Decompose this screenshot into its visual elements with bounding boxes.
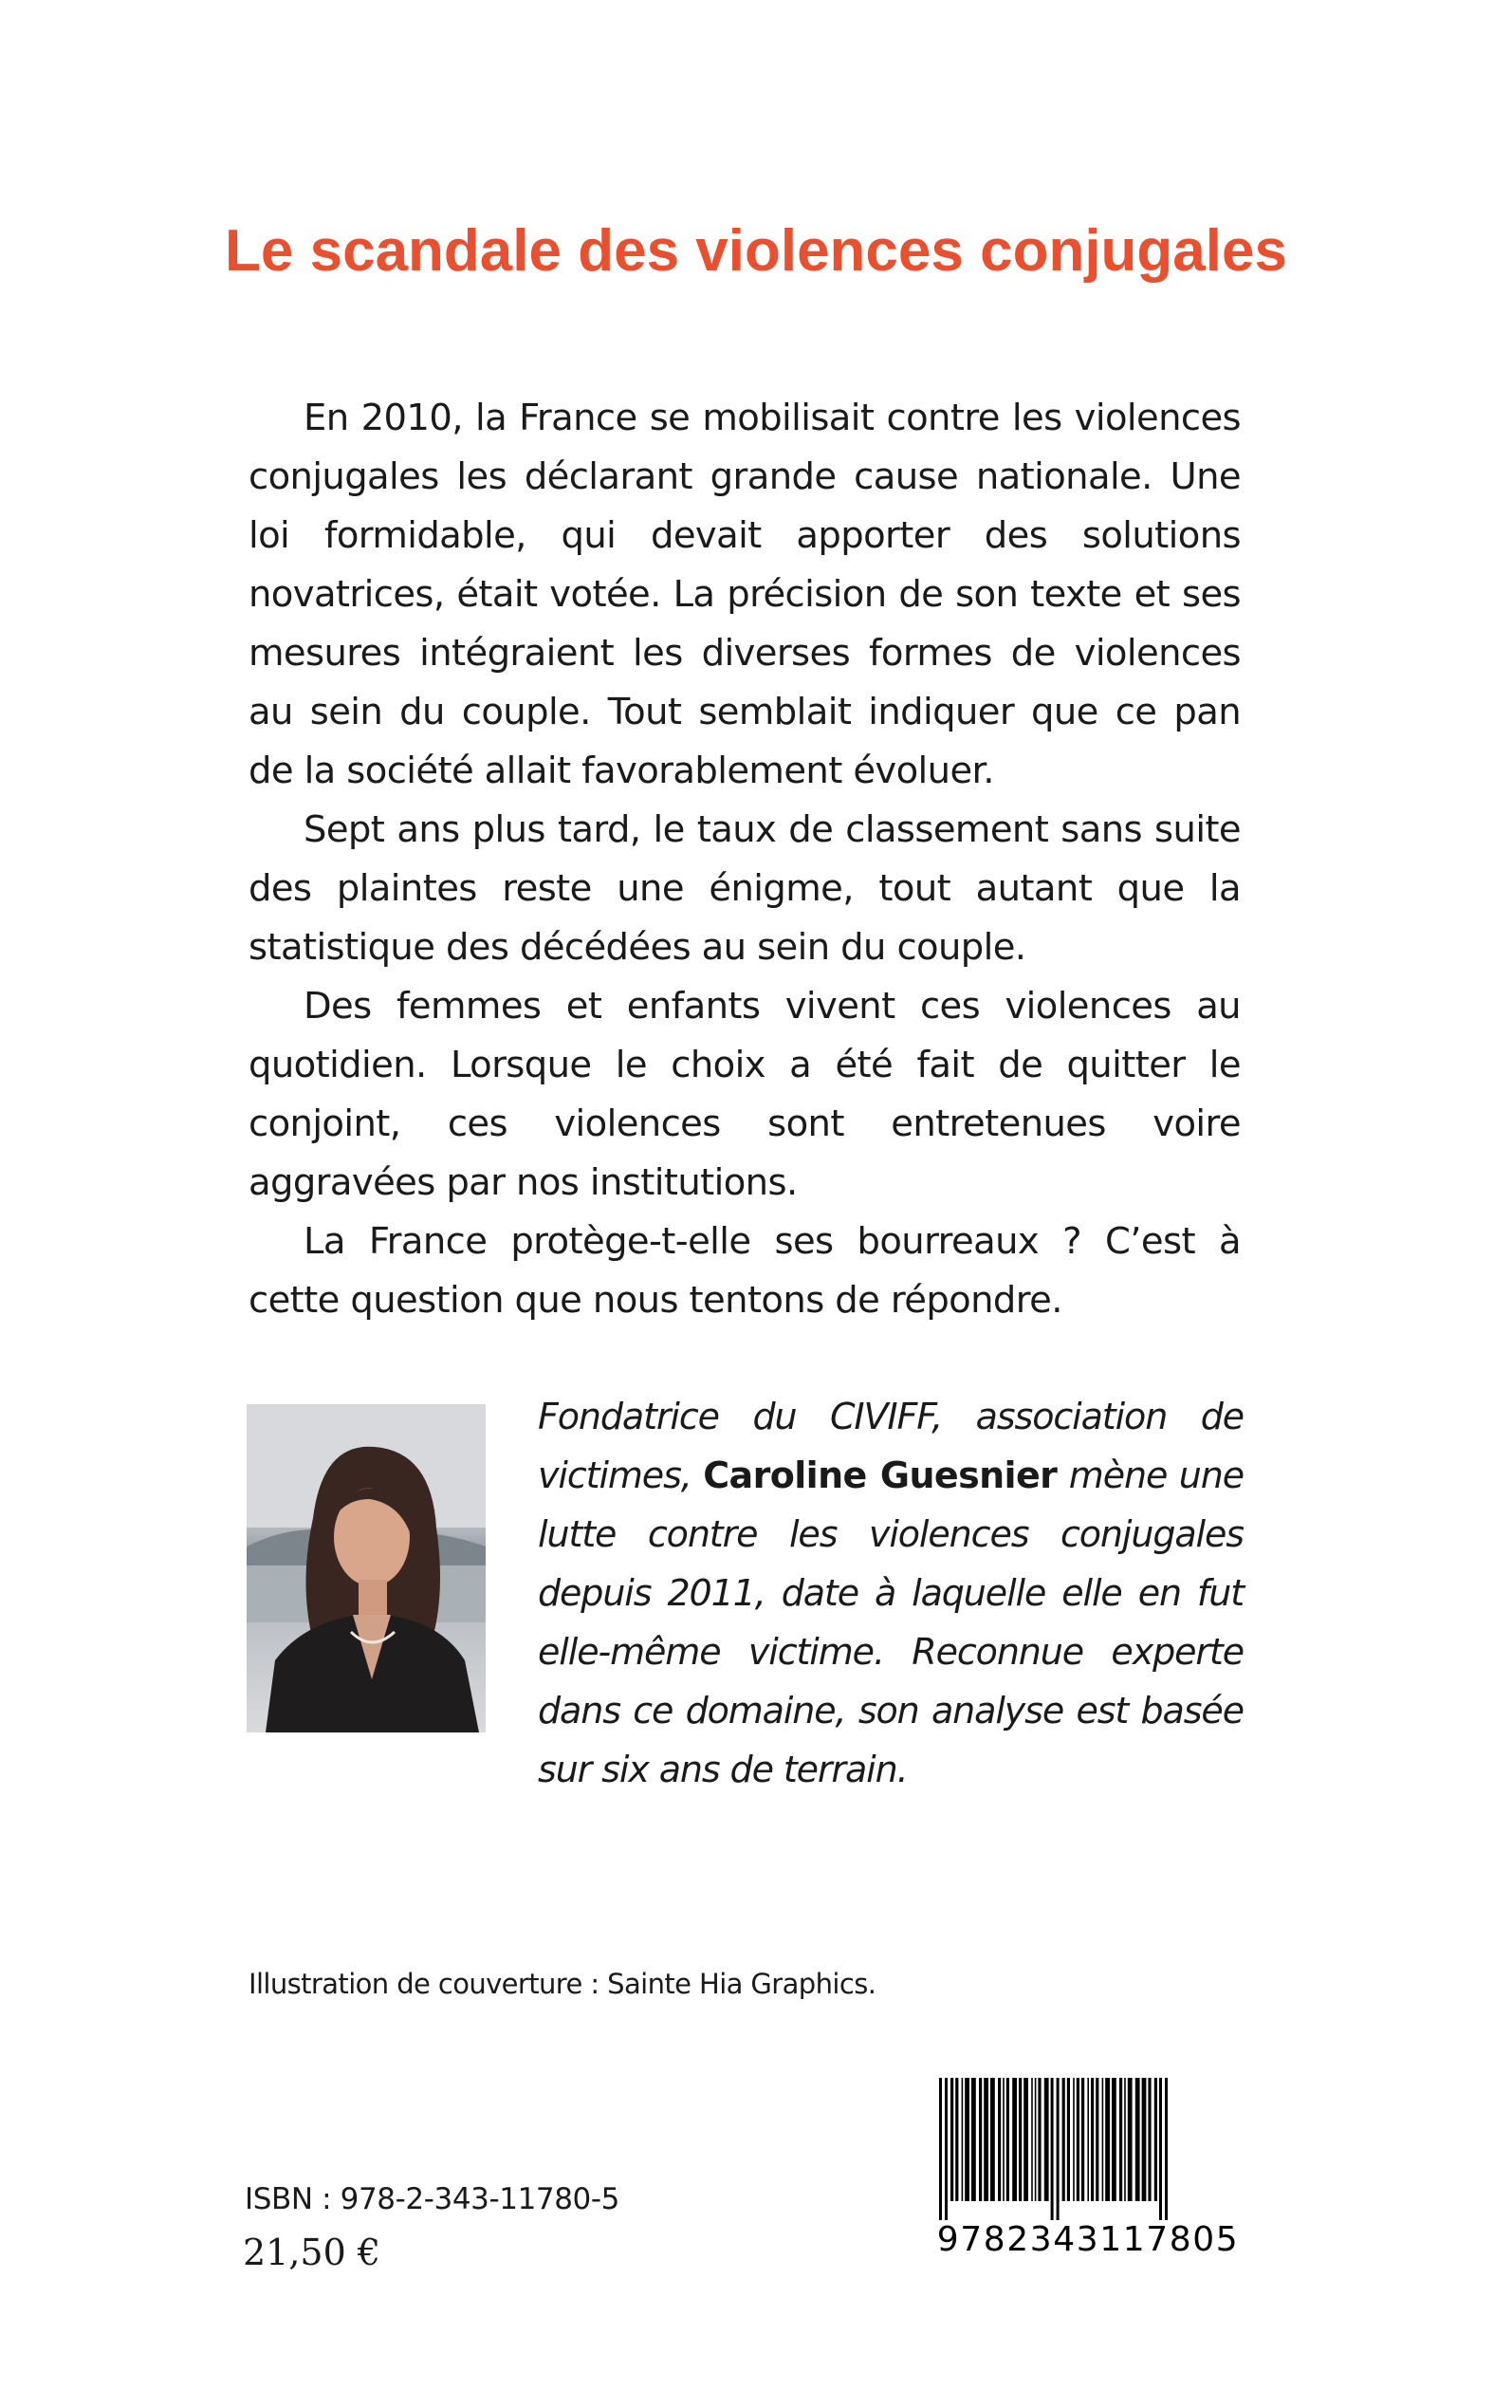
author-bio-text: mène une lutte contre les violences conjugales depuis 2011, date à laquelle elle en fut elle-même victime. Reconnue experte dans ce domaine, son analyse est basée sur six ans de terrain. bbox=[538, 1454, 1244, 1790]
price: 21,50 € bbox=[243, 2232, 381, 2273]
author-photo bbox=[247, 1404, 486, 1732]
author-bio bbox=[538, 1387, 1244, 1799]
blurb-paragraph: En 2010, la France se mobilisait contre les violences conjugales les déclarant grande cause nationale. Une loi formidable, qui devait apporter des solutions novatrices, était votée. La précision de son texte et ses mesures intégraient les diverses formes de violences au sein du couple. Tout semblait indiquer que ce pan de la société allait favorablement évoluer. bbox=[249, 397, 1241, 792]
author-bio-text: Fondatrice du CIVIFF, association de victimes, bbox=[538, 1396, 1244, 1496]
blurb-paragraph: Sept ans plus tard, le taux de classement sans suite des plaintes reste une énigme, tout autant que la statistique des décédées au sein du couple. bbox=[249, 808, 1241, 969]
isbn: ISBN : 978-2-343-11780-5 bbox=[245, 2182, 619, 2216]
blurb-paragraph: Des femmes et enfants vivent ces violences au quotidien. Lorsque le choix a été fait de quitter le conjoint, ces violences sont entretenues voire aggravées par nos institutions. bbox=[249, 985, 1241, 1204]
blurb-paragraph: La France protège-t-elle ses bourreaux ? C’est à cette question que nous tentons de répondre. bbox=[249, 1220, 1241, 1322]
blurb bbox=[249, 389, 1241, 1330]
book-title: Le scandale des violences conjugales bbox=[225, 218, 1287, 284]
barcode-digits: 9782343117805 bbox=[936, 2220, 1240, 2259]
author-name: Caroline Guesnier bbox=[703, 1454, 1058, 1496]
cover-credit: Illustration de couverture : Sainte Hia Graphics. bbox=[249, 1968, 876, 2000]
